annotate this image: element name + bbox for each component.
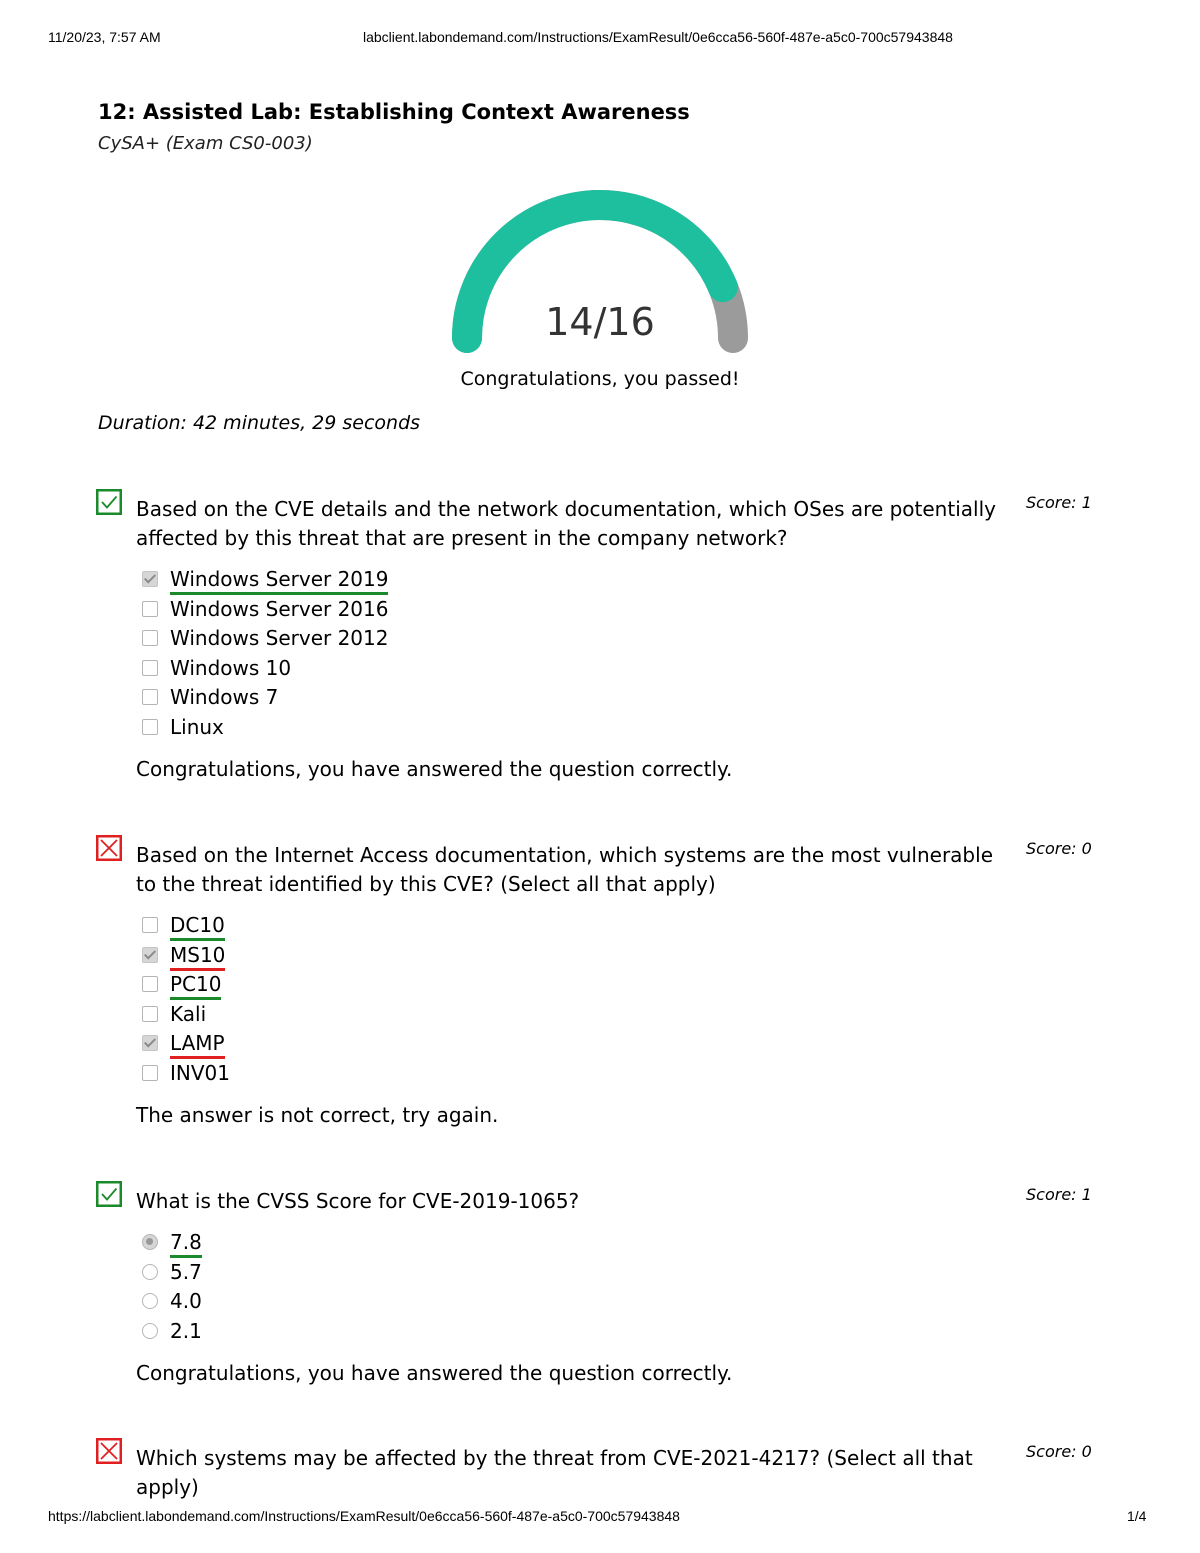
option-label: MS10 xyxy=(170,942,225,971)
page-title: 12: Assisted Lab: Establishing Context Awareness xyxy=(98,100,690,124)
question-score: Score: 1 xyxy=(1026,493,1092,512)
radio-button[interactable] xyxy=(142,1323,158,1339)
option-label: 5.7 xyxy=(170,1259,202,1284)
checkbox[interactable] xyxy=(142,1065,158,1081)
checkbox[interactable] xyxy=(142,1006,158,1022)
cross-icon xyxy=(96,1438,122,1464)
score-text: 14/16 xyxy=(545,300,655,344)
checkbox[interactable] xyxy=(142,976,158,992)
option-label: Kali xyxy=(170,1001,207,1026)
option-label: 4.0 xyxy=(170,1289,202,1314)
checkbox[interactable] xyxy=(142,660,158,676)
question-feedback: Congratulations, you have answered the question correctly. xyxy=(136,757,733,781)
question-text: Which systems may be affected by the threat from CVE-2021-4217? (Select all that apply) xyxy=(136,1446,973,1499)
option-label: PC10 xyxy=(170,971,221,1000)
checkbox[interactable] xyxy=(142,947,158,963)
checkbox[interactable] xyxy=(142,689,158,705)
option-label: Windows 7 xyxy=(170,685,279,710)
question-text: Based on the Internet Access documentation, which systems are the most vulnerable to the threat identified by this CVE? (Select all that apply) xyxy=(136,843,993,896)
option-label: Windows 10 xyxy=(170,655,292,680)
option-label: DC10 xyxy=(170,912,225,941)
checkbox[interactable] xyxy=(142,917,158,933)
checkbox[interactable] xyxy=(142,719,158,735)
option-label: LAMP xyxy=(170,1030,225,1059)
checkbox[interactable] xyxy=(142,601,158,617)
option-label: 2.1 xyxy=(170,1318,202,1343)
print-footer-url: https://labclient.labondemand.com/Instructions/ExamResult/0e6cca56-560f-487e-a5c0-700c57943848 xyxy=(48,1508,680,1524)
checkbox[interactable] xyxy=(142,571,158,587)
print-header-datetime: 11/20/23, 7:57 AM xyxy=(48,29,161,45)
option-label: 7.8 xyxy=(170,1229,202,1258)
exam-subtitle: CySA+ (Exam CS0-003) xyxy=(98,133,313,154)
radio-button[interactable] xyxy=(142,1234,158,1250)
question-feedback: Congratulations, you have answered the question correctly. xyxy=(136,1361,733,1385)
option-label: Windows Server 2019 xyxy=(170,566,388,595)
question-feedback: The answer is not correct, try again. xyxy=(136,1103,499,1127)
question-text: What is the CVSS Score for CVE-2019-1065? xyxy=(136,1189,580,1213)
question-score: Score: 1 xyxy=(1026,1185,1092,1204)
option-label: Windows Server 2016 xyxy=(170,596,389,621)
checkbox[interactable] xyxy=(142,630,158,646)
radio-button[interactable] xyxy=(142,1264,158,1280)
checkbox[interactable] xyxy=(142,1035,158,1051)
check-icon xyxy=(96,1181,122,1207)
question-score: Score: 0 xyxy=(1026,839,1092,858)
option-label: INV01 xyxy=(170,1060,230,1085)
print-footer-page: 1/4 xyxy=(1127,1508,1147,1524)
cross-icon xyxy=(96,835,122,861)
check-icon xyxy=(96,489,122,515)
option-label: Linux xyxy=(170,714,224,739)
question-text: Based on the CVE details and the network documentation, which OSes are potentially affected by this threat that are present in the company network? xyxy=(136,497,996,550)
question-score: Score: 0 xyxy=(1026,1442,1092,1461)
option-label: Windows Server 2012 xyxy=(170,626,389,651)
exam-duration: Duration: 42 minutes, 29 seconds xyxy=(98,412,421,434)
result-message: Congratulations, you passed! xyxy=(460,368,740,390)
radio-button[interactable] xyxy=(142,1293,158,1309)
print-header-url: labclient.labondemand.com/Instructions/ExamResult/0e6cca56-560f-487e-a5c0-700c57943848 xyxy=(363,29,953,45)
